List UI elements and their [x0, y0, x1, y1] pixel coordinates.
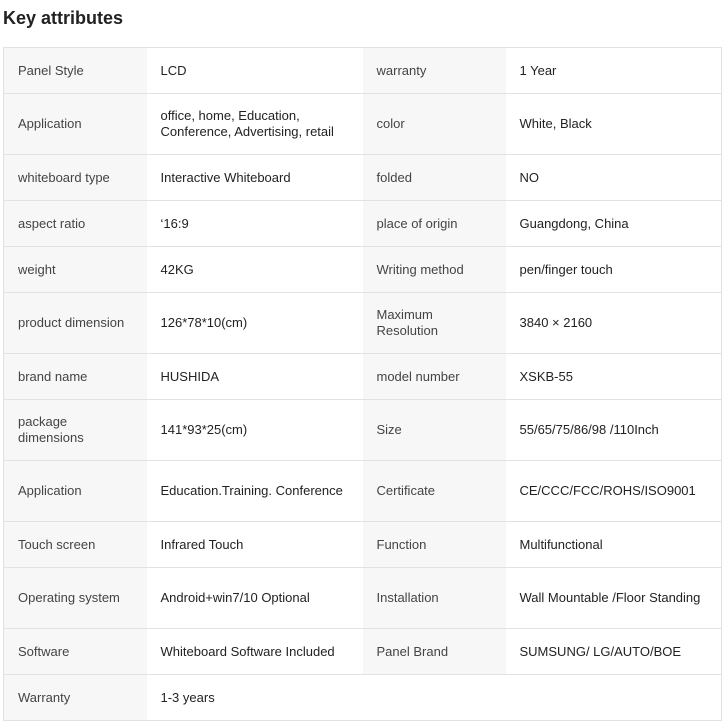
attribute-name: brand name	[4, 354, 147, 400]
table-row	[4, 94, 722, 155]
attribute-value: Multifunctional	[506, 522, 722, 568]
attribute-name: weight	[4, 247, 147, 293]
attribute-value-text: office, home, Education, Conference, Advertising, retail	[160, 108, 334, 139]
table-row	[4, 48, 722, 94]
attribute-value: Interactive Whiteboard	[147, 155, 363, 201]
attribute-name: Writing method	[363, 247, 506, 293]
table-row	[4, 675, 722, 721]
attribute-value: CE/CCC/FCC/ROHS/ISO9001	[506, 461, 722, 522]
attribute-value: ‘16:9	[147, 201, 363, 247]
attribute-name: product dimension	[4, 293, 147, 354]
attribute-value: Wall Mountable /Floor Standing	[506, 568, 722, 629]
empty-cell	[506, 675, 722, 721]
attribute-value: NO	[506, 155, 722, 201]
attribute-name: warranty	[363, 48, 506, 94]
attribute-value: Whiteboard Software Included	[147, 629, 363, 675]
attribute-name: package dimensions	[4, 400, 147, 461]
attribute-name: whiteboard type	[4, 155, 147, 201]
table-row	[4, 354, 722, 400]
attribute-name: Panel Brand	[363, 629, 506, 675]
attribute-name: Software	[4, 629, 147, 675]
table-row	[4, 201, 722, 247]
key-attributes-table	[3, 47, 722, 721]
attribute-name: place of origin	[363, 201, 506, 247]
table-row	[4, 568, 722, 629]
attribute-value: 3840 × 2160	[506, 293, 722, 354]
attribute-name: Application	[4, 461, 147, 522]
attribute-value: Android+win7/10 Optional	[147, 568, 363, 629]
attribute-value: pen/finger touch	[506, 247, 722, 293]
attribute-value: XSKB-55	[506, 354, 722, 400]
table-row	[4, 155, 722, 201]
attribute-value: HUSHIDA	[147, 354, 363, 400]
attribute-value: Guangdong, China	[506, 201, 722, 247]
attribute-value: 42KG	[147, 247, 363, 293]
attribute-value: 126*78*10(cm)	[147, 293, 363, 354]
table-row	[4, 629, 722, 675]
table-row	[4, 400, 722, 461]
attribute-value: Infrared Touch	[147, 522, 363, 568]
attribute-name: Maximum Resolution	[363, 293, 506, 354]
attribute-name: Function	[363, 522, 506, 568]
attribute-name: Panel Style	[4, 48, 147, 94]
attribute-name: Warranty	[4, 675, 147, 721]
empty-cell	[363, 675, 506, 721]
attribute-name: Certificate	[363, 461, 506, 522]
attribute-name: model number	[363, 354, 506, 400]
table-row	[4, 247, 722, 293]
attribute-value: LCD	[147, 48, 363, 94]
attribute-name: Touch screen	[4, 522, 147, 568]
attribute-value: Education.Training. Conference	[147, 461, 363, 522]
table-row	[4, 293, 722, 354]
attribute-value: 1 Year	[506, 48, 722, 94]
attribute-value: 55/65/75/86/98 /110Inch	[506, 400, 722, 461]
attribute-value: White, Black	[506, 94, 722, 155]
attribute-name: folded	[363, 155, 506, 201]
attribute-value: SUMSUNG/ LG/AUTO/BOE	[506, 629, 722, 675]
section-title: Key attributes	[3, 8, 124, 28]
attribute-name: aspect ratio	[4, 201, 147, 247]
attribute-value: 141*93*25(cm)	[147, 400, 363, 461]
attribute-value	[147, 94, 363, 155]
table-row	[4, 522, 722, 568]
attribute-name: Installation	[363, 568, 506, 629]
table-row	[4, 461, 722, 522]
attribute-name: Operating system	[4, 568, 147, 629]
attribute-value: 1-3 years	[147, 675, 363, 721]
attribute-name: Application	[4, 94, 147, 155]
attribute-name: color	[363, 94, 506, 155]
attribute-name: Size	[363, 400, 506, 461]
